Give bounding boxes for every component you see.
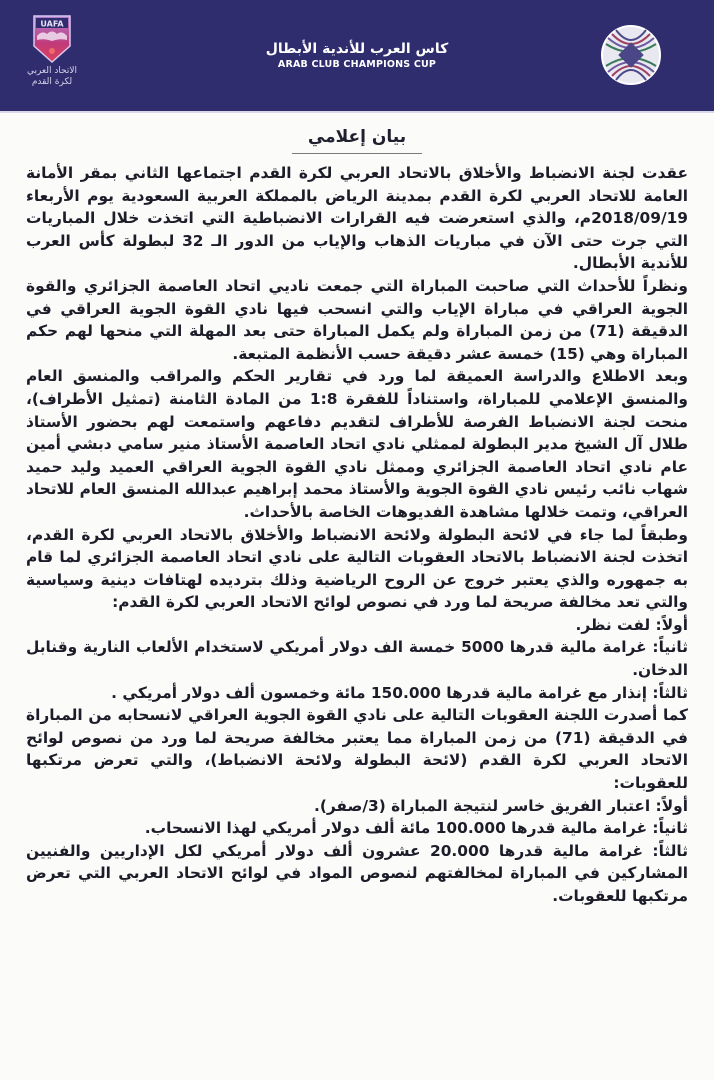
paragraph-incident: ونظراً للأحداث التي صاحبت المباراة التي جمعت ناديي اتحاد العاصمة الجزائري والقوة الجوية العراقي في مباراة الإياب والتي انسحب فيها نادي القوة الجوية العراقي في الدقيقة (71) من زمن المباراة ولم يكمل المباراة حتى بعد المهلة التي منحها لهم حكم المباراة وهي (15) خمسة عشر دقيقة حسب الأنظمة المتبعة. xyxy=(26,276,688,363)
uafa-name-line1: الاتحاد العربي xyxy=(26,66,78,76)
document-title: بيان إعلامي xyxy=(292,127,422,154)
paragraph-review: وبعد الاطلاع والدراسة العميقة لما ورد في تقارير الحكم والمراقب والمنسق العام والمنسق الإعلامي للمباراة، واستناداً للفقرة 1:8 من المادة الثامنة (تمثيل الأطراف)، منحت لجنة الانضباط الفرصة للأطراف لتقديم دفاعهم واستمعت لهم بحضور الأستاذ طلال آل الشيخ مدير البطولة لممثلي نادي اتحاد العاصمة الأستاذ منير سامي دبشي أمين عام نادي اتحاد العاصمة الجزائري وممثل نادي القوة الجوية العراقي العميد وليد حميد شهاب نائب رئيس نادي القوة الجوية والأستاذ محمد إبراهيم عبدالله المنسق العام للاتحاد العراقي، وتمت خلالها مشاهدة الفديوهات الخاصة بالأحداث. xyxy=(26,367,688,521)
competition-title-en: ARAB CLUB CHAMPIONS CUP xyxy=(277,59,437,70)
header-banner xyxy=(0,0,714,113)
paragraph-meeting: عقدت لجنة الانضباط والأخلاق بالاتحاد العربي لكرة القدم اجتماعها الثاني بمقر الأمانة العامة للاتحاد العربي لكرة القدم بمدينة الرياض بالمملكة العربية السعودية يوم الأربعاء 2018/09/19م، والذي استعرضت فيه القرارات الانضباطية التي اتخذت خلال المباريات التي جرت حتى الآن في مباريات الذهاب والإياب من الدور الـ 32 لبطولة كأس العرب للأندية الأبطال. xyxy=(26,164,688,273)
competition-title-ar: كاس العرب للأندية الأبطال xyxy=(265,41,449,57)
sanction-item: ثانياً: غرامة مالية قدرها 100.000 مائة ألف دولار أمريكي لهذا الانسحاب. xyxy=(144,819,688,838)
paragraph-usma-sanctions-intro: وطبقاً لما جاء في لائحة البطولة ولائحة الانضباط والأخلاق بالاتحاد العربي لكرة القدم، اتخذت لجنة الانضباط بالاتحاد العقوبات التالية على نادي اتحاد العاصمة الجزائري لما قام به جمهوره والذي يعتبر خروج عن الروح الرياضية وذلك بترديده لهتافات دينية وسياسية والتي تعد مخالفة صريحة لما ورد في نصوص لوائح الاتحاد العربي لكرة القدم: xyxy=(26,525,688,612)
uafa-name-line2: لكرة القدم xyxy=(31,77,73,87)
sanction-item: ثالثاً: غرامة مالية قدرها 20.000 عشرون ألف دولار أمريكي لكل الإداريين والفنيين المشاركين في المباراة لمخالفتهم لنصوص المواد في لوائح الاتحاد العربي التي تعرض مرتكبها للعقوبات. xyxy=(26,841,688,905)
sanction-item: أولاً: اعتبار الفريق خاسر لنتيجة المباراة (3/صفر). xyxy=(313,796,688,815)
sanction-item: ثانياً: غرامة مالية قدرها 5000 خمسة الف دولار أمريكي لاستخدام الألعاب النارية وقنابل الدخان. xyxy=(26,638,688,680)
sanction-item: أولاً: لفت نظر. xyxy=(575,615,688,634)
cup-emblem-icon xyxy=(600,24,662,86)
uafa-acronym: UAFA xyxy=(40,19,64,29)
air-force-sanctions-list xyxy=(26,795,688,908)
sanction-item: ثالثاً: إنذار مع غرامة مالية قدرها 150.000 مائة وخمسون ألف دولار أمريكي . xyxy=(111,683,688,702)
press-release xyxy=(0,113,714,908)
paragraph-air-force-sanctions-intro: كما أصدرت اللجنة العقوبات التالية على نادي القوة الجوية العراقي لانسحابه من المباراة في الدقيقة (71) من زمن المباراة مما يعتبر مخالفة صريحة لما ورد من نصوص لوائح الاتحاد العربي لكرة القدم (لائحة البطولة ولائحة الانضباط)، والتي تعرض مرتكبها للعقوبات: xyxy=(26,706,689,793)
usma-sanctions-list xyxy=(26,614,688,704)
